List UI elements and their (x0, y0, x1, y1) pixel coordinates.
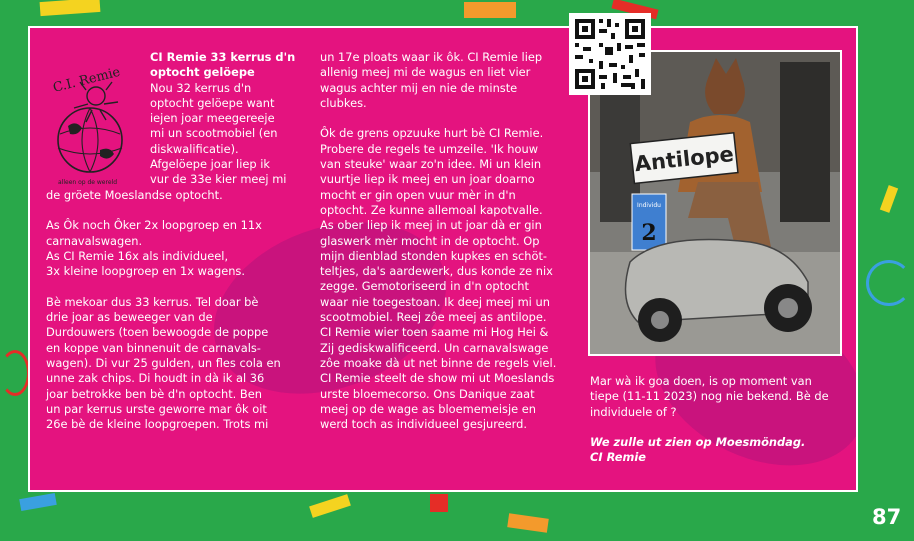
confetti-blue-2 (19, 493, 57, 511)
article-title: CI Remie 33 kerrus d'n (150, 50, 296, 64)
text-line: Zij gediskwalificeerd. Un carnavalswage (320, 340, 549, 355)
confetti-yellow (40, 0, 101, 16)
article-title-line-2: optocht gelöepe (150, 65, 255, 80)
confetti-orange (464, 2, 516, 18)
text-line: scootmobiel. Reej zôe meej as antilope. (320, 310, 547, 325)
text-line: Nou 32 kerrus d'n (150, 80, 252, 95)
text-line: Durdouwers (toen bewoogde de poppe (46, 325, 269, 340)
text-line: As CI Remie 16x als individueel, (46, 248, 229, 263)
text-line: Probere de regels te umzeile. 'Ik houw (320, 141, 539, 156)
text-line: glaswerk mèr mocht in de optocht. Op (320, 233, 540, 248)
text-line: van steuke' waar zo'n idee. Mi un klein (320, 157, 542, 172)
confetti-yellow-2 (880, 185, 898, 213)
text-line: unne zak chips. Di houdt in dà ik al 36 (46, 371, 265, 386)
text-line: un par kerrus urste geworre mar ôk oit (46, 401, 267, 416)
text-line: wagus achter mij en nie de minste (320, 80, 518, 95)
text-line: zegge. Gemotoriseerd in d'n optocht (320, 279, 529, 294)
text-line: clubkes. (320, 95, 367, 110)
text-line: un 17e ploats waar ik ôk. CI Remie liep (320, 50, 543, 64)
text-line: CI Remie steelt de show mi ut Moeslands (320, 371, 555, 386)
text-line: mi un scootmobiel (en (150, 126, 278, 141)
text-line: en koppe van binnenuit de carnavals- (46, 340, 261, 355)
text-line: joar betrokke ben bè d'n optocht. Ben (46, 386, 262, 401)
signature: CI Remie (590, 450, 646, 465)
text-line: iejen joar meegereeje (150, 111, 275, 126)
text-line: 26e bè de kleine loopgroepen. Trots mi (46, 417, 269, 432)
text-line: waar nie toegestoan. Ik deej meej mi un (320, 294, 550, 309)
closing-line: We zulle ut zien op Moesmöndag. (590, 435, 806, 450)
text-line: mijn dienblad stonden kupkes en schöt- (320, 248, 548, 263)
text-line: vuurtje liep ik meej en un joar doarno (320, 172, 535, 187)
text-line: zôe moake dà ut net binne de regels viel. (320, 355, 557, 370)
qr-code[interactable] (569, 13, 651, 95)
confetti-orange-2 (507, 513, 549, 532)
text-line: Mar wà ik goa doen, is op moment van (590, 374, 812, 388)
text-line: drie joar as beweeger van de (46, 310, 213, 325)
page-number: 87 (872, 505, 902, 529)
text-line: As ober liep ik meej in ut joar dà er gin (320, 218, 542, 233)
sign-text: Antilope (633, 141, 735, 177)
column-2 (320, 50, 582, 432)
text-line: Afgelöepe joar liep ik (150, 157, 271, 172)
text-line: meej op de wage as bloememeisje en (320, 401, 536, 416)
text-line: wagen). Di vur 25 gulden, un fles cola en (46, 355, 281, 370)
text-line: optocht gelöepe want (150, 95, 275, 110)
text-line: diskwalificatie). (150, 141, 239, 156)
text-line: Bè mekoar dus 33 kerrus. Tel doar bè (46, 294, 259, 309)
badge-label: Individu (637, 202, 661, 209)
text-line: CI Remie wier toen saame mi Hog Hei & (320, 325, 549, 340)
confetti-blue (866, 260, 912, 306)
photo-illustration (590, 52, 840, 354)
confetti-red-3 (430, 494, 448, 512)
scootmobiel-photo (588, 50, 842, 356)
logo-tagline: alleen op de wereld (58, 179, 117, 186)
badge-number: 2 (641, 220, 657, 246)
text-line: As Ôk noch Ôker 2x loopgroep en 11x (46, 218, 262, 233)
qr-code-icon (569, 13, 651, 95)
column-3 (590, 374, 852, 466)
text-line: optocht. Ze kunne allemoal kapotvalle. (320, 202, 543, 217)
text-line: mocht er gin open vuur mèr in d'n (320, 187, 516, 202)
text-line: urste bloemecorso. Ons Danique zaat (320, 386, 535, 401)
text-line: 3x kleine loopgroep en 1x wagens. (46, 264, 245, 279)
confetti-yellow-3 (309, 494, 351, 518)
text-line: teltjes, da's aardewerk, dus konde ze nix (320, 264, 553, 279)
column-1 (46, 50, 308, 432)
text-line: carnavalswagen. (46, 233, 143, 248)
text-line: individuele of ? (590, 404, 677, 419)
text-line: vur de 33e kier meej mi (150, 172, 287, 187)
confetti-red-2 (0, 350, 30, 396)
text-line: Ôk de grens opzuuke hurt bè CI Remie. (320, 126, 544, 141)
text-line: allenig meej mi de wagus en liet vier (320, 65, 531, 80)
article-panel (28, 26, 858, 492)
text-line: werd toch as individueel gesjureerd. (320, 417, 528, 432)
text-line: tiepe (11-11 2023) nog nie bekend. Bè de (590, 389, 829, 404)
text-line: de gröete Moeslandse optocht. (46, 187, 223, 202)
logo-title: C.I. Remie (51, 64, 122, 96)
